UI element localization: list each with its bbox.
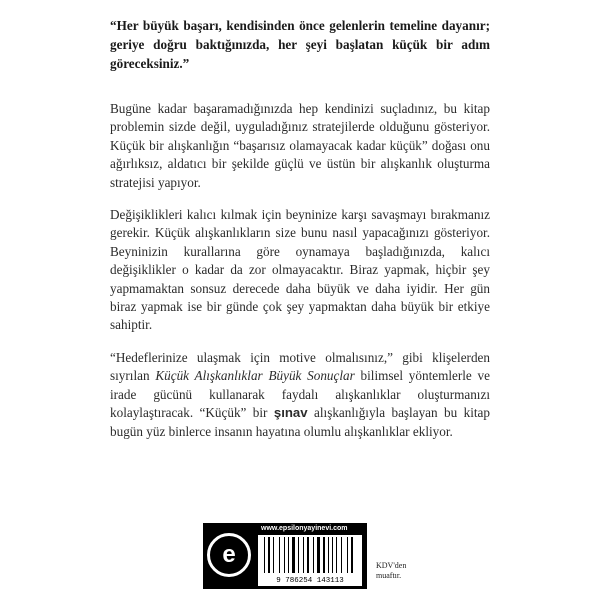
tax-note [376,561,416,581]
barcode-bar [284,537,285,573]
barcode-bar [266,537,267,573]
barcode-bar [310,537,312,573]
barcode-bar [290,537,291,573]
barcode-bar [317,537,320,573]
barcode-bar [334,537,335,573]
isbn-digits: 9 786254 143113 [276,577,344,585]
barcode-bar [286,537,287,573]
barcode-bar [281,537,283,573]
barcode-bar [273,537,274,573]
barcode-bar [326,537,327,573]
barcode-bar [313,537,314,573]
barcode-bar [347,537,348,573]
barcode-bar [341,537,342,573]
barcode [258,535,362,586]
paragraph-3-part-c: alışkanlığıyla başlayan bu kitap bugün yüz binlerce insanın hayatına olumlu alışkanlıklar ekliyor. [110,405,490,439]
barcode-bar [288,537,290,573]
barcode-bar [323,537,325,573]
barcode-bar [264,537,265,573]
barcode-bar [296,537,297,573]
paragraph-3 [110,349,490,441]
tax-note-line-2: muaftır. [376,571,402,580]
bold-word: şınav [273,405,308,421]
paragraph-3-part-b: bilimsel yöntemlerle ve irade gücünü kullanarak faydalı alışkanlıklar oluşturmanızı kolaylaştıracak. “Küçük” bir [110,368,490,421]
back-cover-quote: “Her büyük başarı, kendisinden önce gelenlerin temeline dayanır; geriye doğru baktığınızda, her şeyi başlatan küçük bir adım göreceksiniz.” [110,18,490,71]
barcode-bar [268,537,270,573]
barcode-bar [354,537,355,573]
barcode-bar [300,537,302,573]
barcode-bar [332,537,334,573]
barcode-bar [343,537,346,573]
publisher-barcode-block [203,523,367,589]
barcode-bar [315,537,316,573]
barcode-bar [351,537,353,573]
barcode-bar [305,537,306,573]
barcode-bar [349,537,350,573]
barcode-bar [298,537,299,573]
book-title-italic: Küçük Alışkanlıklar Büyük Sonuçlar [155,368,355,384]
paragraph-3-part-a: “Hedeflerinize ulaşmak için motive olmalısınız,” gibi klişelerden sıyrılan [110,349,490,384]
barcode-bar [275,537,278,573]
barcode-bar [292,537,295,573]
tax-note-line-1: KDV'den [376,561,407,570]
publisher-url: www.epsilonyayinevi.com [261,525,348,532]
publisher-logo-letter: e [222,541,236,568]
barcode-bar [328,537,329,573]
barcode-bar [271,537,272,573]
barcode-bar [307,537,309,573]
paragraph-2: Değişiklikleri kalıcı kılmak için beyninize karşı savaşmayı bırakmanız gerekir. Küçük alışkanlıkların size bunu nasıl yapacağınızı gösteriyor. Beyninizin kurallarına göre oynamaya başladığınızda, kalıcı değişiklikler o kadar da zor olmayacaktır. Biraz yapmak, hiçbir şey yapmamaktan sonsuz derecede daha büyük ve daha iyidir. Her gün biraz yapmak ise bir günde çok şey yapmaktan daha büyük bir etkiye sahiptir. [110,207,490,333]
publisher-logo-icon [207,533,251,577]
barcode-bar [279,537,280,573]
barcode-bar [336,537,337,573]
barcode-bar [330,537,331,573]
barcode-bar [338,537,340,573]
paragraph-1: Bugüne kadar başaramadığınızda hep kendinizi suçladınız, bu kitap problemin sizde değil, uyguladığınız stratejilerde olduğunu gösteriyor. Küçük bir alışkanlığın “başarısız olamayacak kadar küçük” doğası onu ağırlıksız, aldatıcı bir şekilde güçlü ve üstün bir alışkanlık oluşturma stratejisi yapıyor. [110,101,490,190]
barcode-bar [303,537,304,573]
barcode-bar [321,537,322,573]
back-cover-text [110,100,490,455]
barcode-bars [264,537,356,573]
